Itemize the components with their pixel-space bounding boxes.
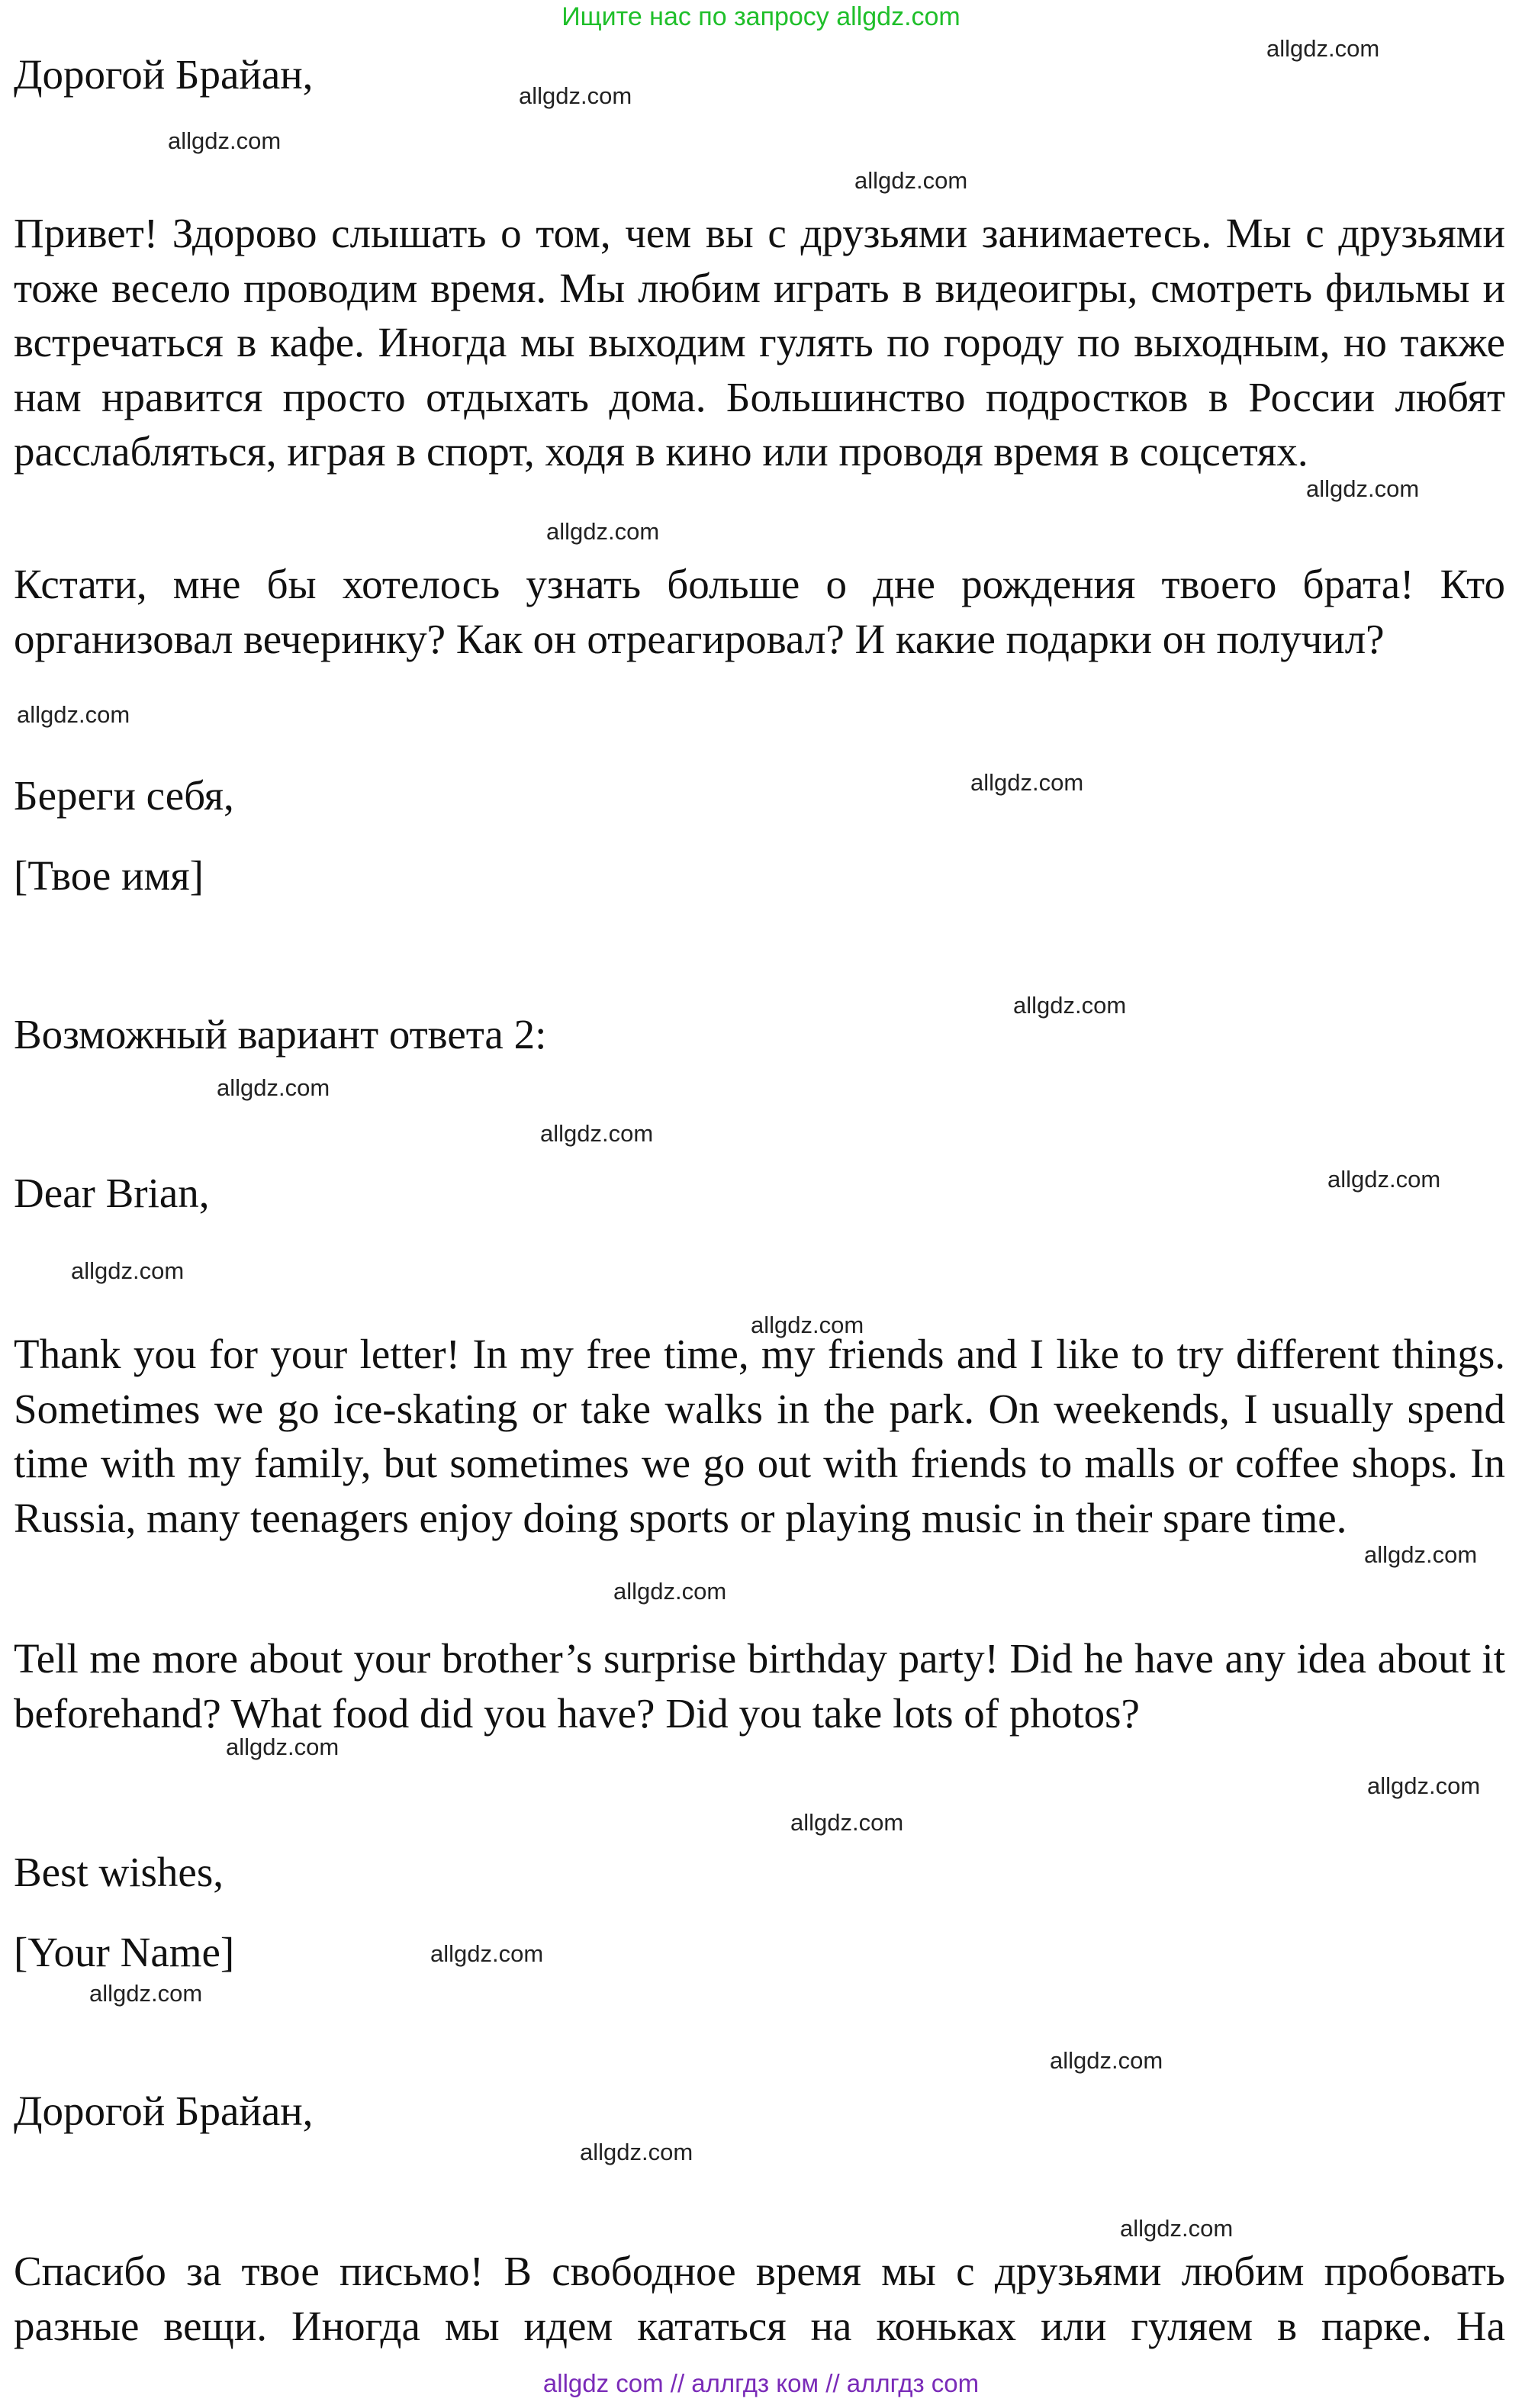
watermark: allgdz.com [580, 2139, 693, 2165]
letter-en-greeting: Dear Brian, [14, 1170, 210, 1216]
watermark: allgdz.com [71, 1257, 185, 1284]
letter-ru-1-paragraph-1: Привет! Здорово слышать о том, чем вы с друзьями занимаетесь. Мы с друзьями тоже весело проводим время. Мы любим играть в видеоигры, смотреть фильмы и встречаться в кафе. Иногда мы выходим гулять по городу по выходным, но также нам нравится просто отдыхать дома. Большинство подростков в России любят расслабляться, играя в спорт, ходя в кино или проводя время в соцсетях. [14, 210, 1505, 475]
letter-en-paragraph-1: Thank you for your letter! In my free time, my friends and I like to try different things. Sometimes we go ice-skating or take walks in the park. On weekends, I usually spend time with my family, but sometimes we go out with friends to malls or coffee shops. In Russia, many teenagers enjoy doing sports or playing music in their spare time. [14, 1331, 1505, 1541]
watermark: allgdz.com [89, 1980, 203, 2007]
watermark: allgdz.com [1013, 992, 1127, 1019]
watermark: allgdz.com [1120, 2215, 1234, 2242]
watermark: allgdz.com [1050, 2047, 1163, 2074]
watermark: allgdz.com [519, 82, 632, 109]
footer-banner: allgdz com // аллгдз ком // аллгдз com [542, 2369, 980, 2397]
letter-ru-2-greeting: Дорогой Брайан, [14, 2088, 314, 2134]
letter-ru-1-paragraph-2: Кстати, мне бы хотелось узнать больше о дне рождения твоего брата! Кто организовал вечеринку? Как он отреагировал? И какие подарки он получил? [14, 561, 1505, 662]
letter-ru-1-greeting: Дорогой Брайан, [14, 51, 314, 98]
watermark: allgdz.com [751, 1312, 864, 1338]
watermark: allgdz.com [168, 127, 282, 154]
letter-en-paragraph-2: Tell me more about your brother’s surprise birthday party! Did he have any idea about it beforehand? What food did you have? Did you take lots of photos? [14, 1635, 1505, 1737]
watermark: allgdz.com [970, 769, 1084, 796]
letter-en-closing: Best wishes, [14, 1849, 224, 1895]
letter-en-signature: [Your Name] [14, 1929, 235, 1975]
variant-heading: Возможный вариант ответа 2: [14, 1011, 547, 1058]
watermark: allgdz.com [17, 701, 130, 728]
letter-ru-2-paragraph-1: Спасибо за твое письмо! В свободное время мы с друзьями любим пробовать разные вещи. Иногда мы идем кататься на коньках или гуляем в парке. На [14, 2248, 1505, 2349]
watermark: allgdz.com [1364, 1541, 1478, 1568]
watermark: allgdz.com [1266, 35, 1380, 62]
watermark: allgdz.com [226, 1734, 339, 1760]
watermark: allgdz.com [1327, 1166, 1441, 1193]
watermark: allgdz.com [613, 1578, 727, 1605]
watermark: allgdz.com [1367, 1772, 1481, 1799]
watermark: allgdz.com [217, 1074, 330, 1101]
search-banner: Ищите нас по запросу allgdz.com [561, 2, 961, 31]
watermark: allgdz.com [546, 518, 660, 545]
watermark: allgdz.com [854, 167, 968, 194]
watermark: allgdz.com [430, 1940, 544, 1967]
watermark: allgdz.com [1306, 475, 1420, 502]
letter-ru-1-signature: [Твое имя] [14, 852, 204, 899]
letter-ru-1-closing: Береги себя, [14, 772, 234, 819]
watermark: allgdz.com [790, 1809, 904, 1836]
watermark: allgdz.com [540, 1120, 654, 1147]
